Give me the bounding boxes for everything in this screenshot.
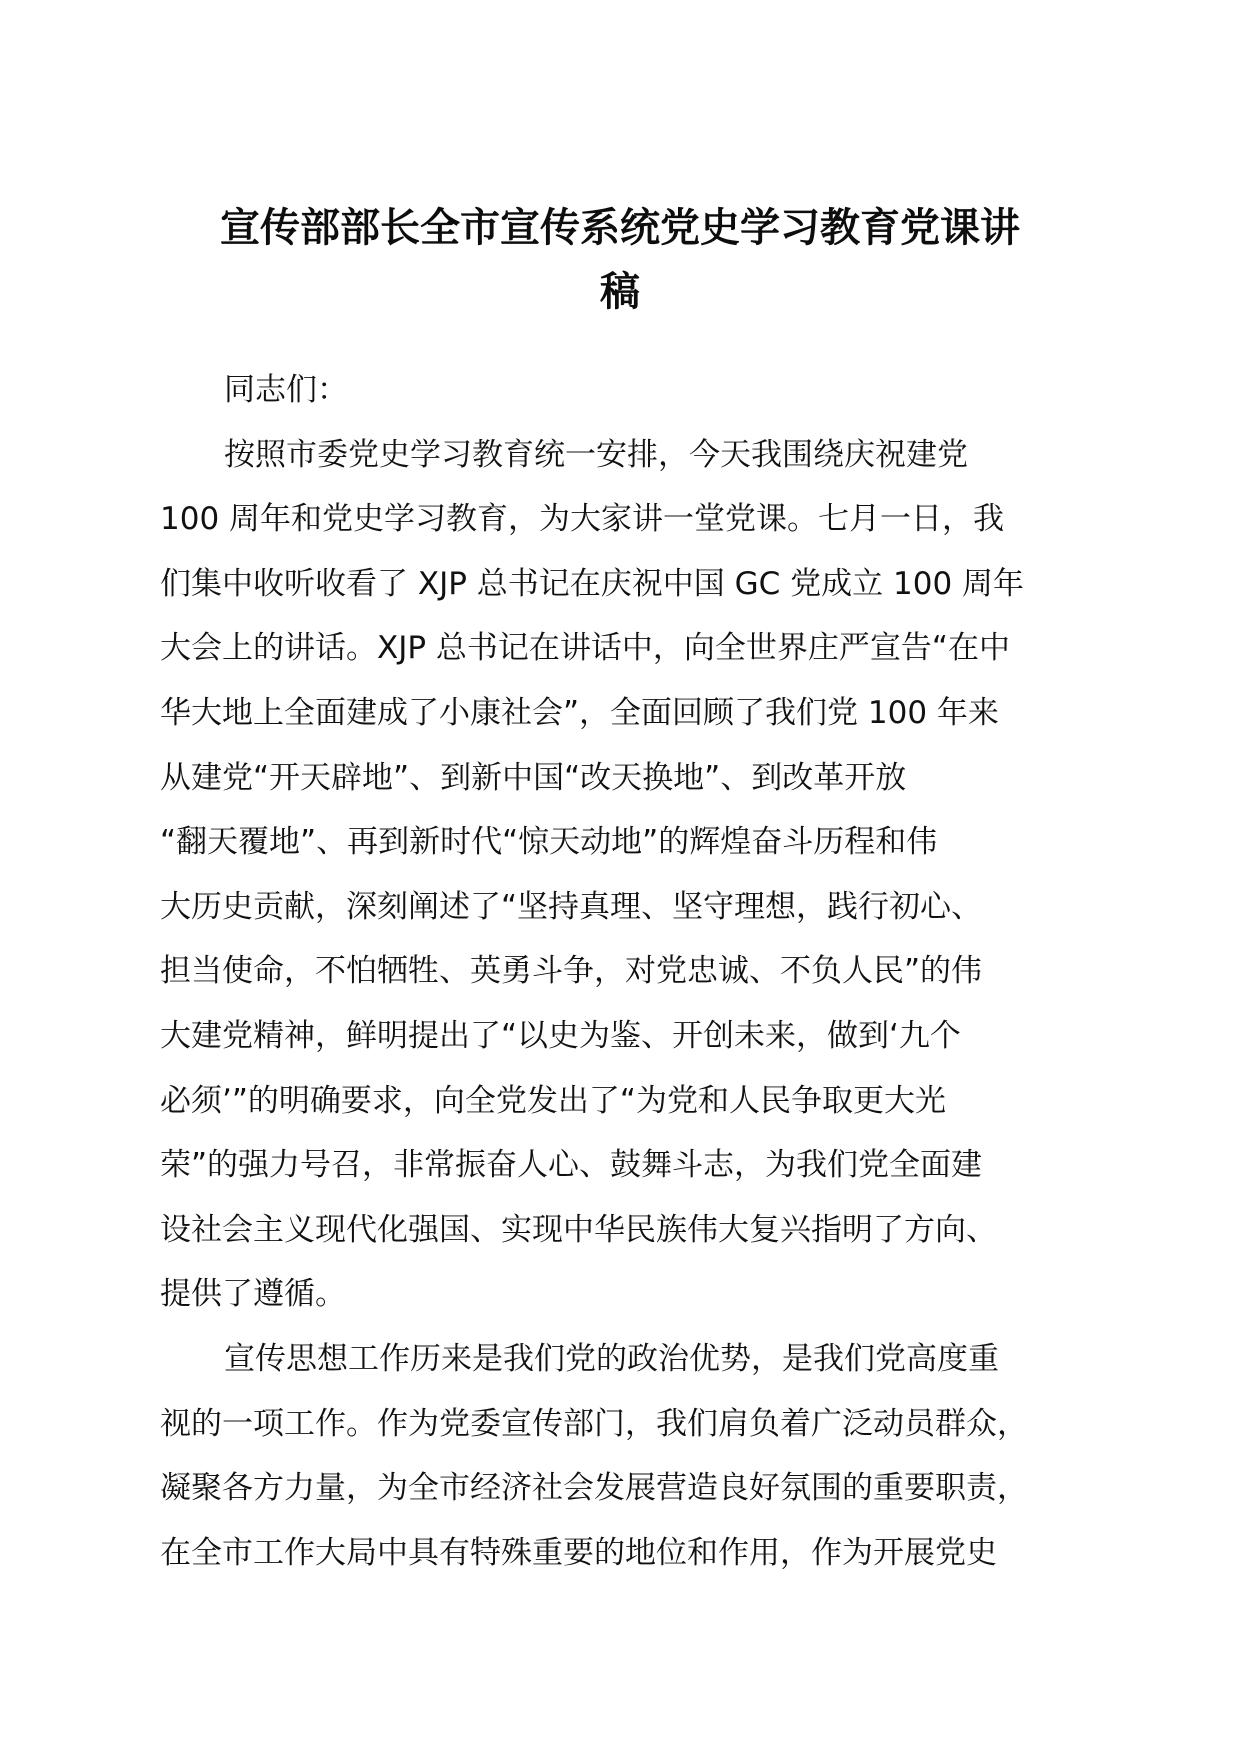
body-line: 从建党“开天辟地”、到新中国“改天换地”、到改革开放 <box>160 759 907 796</box>
body-line: 按照市委党史学习教育统一安排，今天我围绕庆祝建党 <box>224 436 968 473</box>
body-line: 大建党精神，鲜明提出了“以史为鉴、开创未来，做到‘九个 <box>160 1017 961 1054</box>
document-title <box>160 196 1080 324</box>
body-line: 提供了遵循。 <box>160 1276 346 1313</box>
body-line: 们集中收听收看了 XJP 总书记在庆祝中国 GC 党成立 100 周年 <box>160 565 1025 602</box>
body-line: 必须’”的明确要求，向全党发出了“为党和人民争取更大光 <box>160 1082 946 1119</box>
body-line: 设社会主义现代化强国、实现中华民族伟大复兴指明了方向、 <box>160 1211 997 1248</box>
body-line: 凝聚各方力量，为全市经济社会发展营造良好氛围的重要职责， <box>160 1470 1028 1507</box>
body-line: 在全市工作大局中具有特殊重要的地位和作用，作为开展党史 <box>160 1534 997 1571</box>
body-line: 担当使命，不怕牺牲、英勇斗争，对党忠诚、不负人民”的伟 <box>160 953 983 990</box>
body-line: 荣”的强力号召，非常振奋人心、鼓舞斗志，为我们党全面建 <box>160 1147 983 1184</box>
body-line: “翻天覆地”、再到新时代“惊天动地”的辉煌奋斗历程和伟 <box>160 824 938 861</box>
body-line: 宣传思想工作历来是我们党的政治优势，是我们党高度重 <box>224 1340 999 1377</box>
title-line-2: 稿 <box>600 269 640 315</box>
body-line: 视的一项工作。作为党委宣传部门，我们肩负着广泛动员群众， <box>160 1405 1028 1442</box>
body-line: 同志们： <box>224 372 348 408</box>
body-line: 大历史贡献，深刻阐述了“坚持真理、坚守理想，践行初心、 <box>160 888 983 925</box>
body-line: 大会上的讲话。XJP 总书记在讲话中，向全世界庄严宣告“在中 <box>160 630 1010 667</box>
body-line: 100 周年和党史学习教育，为大家讲一堂党课。七月一日，我 <box>160 501 1005 538</box>
document-body <box>160 358 1120 1585</box>
body-line: 华大地上全面建成了小康社会”，全面回顾了我们党 100 年来 <box>160 694 999 731</box>
title-line-1: 宣传部部长全市宣传系统党史学习教育党课讲 <box>220 205 1020 251</box>
